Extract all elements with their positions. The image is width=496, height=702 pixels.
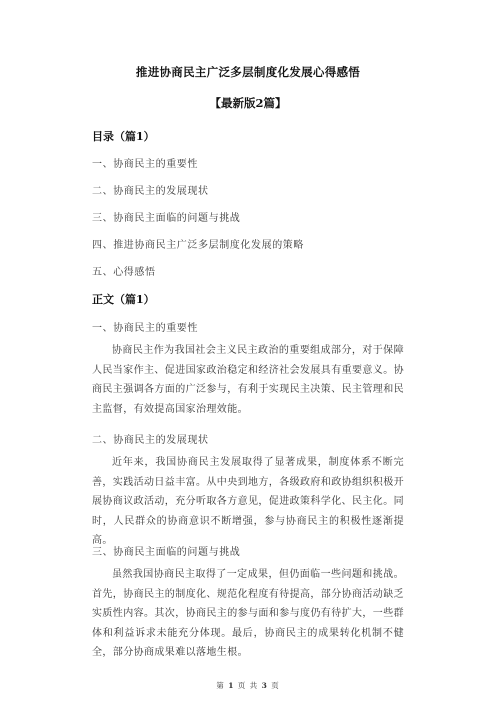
footer-prefix: 第 — [216, 681, 225, 690]
footer-middle: 页 共 — [237, 681, 259, 690]
page-footer — [0, 680, 496, 691]
footer-total-pages: 3 — [261, 681, 268, 690]
toc-item: 二、协商民主的发展现状 — [92, 186, 209, 197]
document-subtitle: 【最新版2篇】 — [209, 96, 287, 110]
document-title: 推进协商民主广泛多层制度化发展心得感悟 — [135, 65, 361, 79]
section-heading: 二、协商民主的发展现状 — [92, 435, 209, 446]
toc-item: 一、协商民主的重要性 — [92, 159, 198, 170]
section-heading: 一、协商民主的重要性 — [92, 323, 198, 334]
toc-item: 五、心得感悟 — [92, 267, 156, 278]
section-heading: 三、协商民主面临的问题与挑战 — [92, 547, 241, 558]
section-paragraph: 虽然我国协商民主取得了一定成果，但仍面临一些问题和挑战。首先，协商民主的制度化、规范化程度有待提高，部分协商活动缺乏实质性内容。其次，协商民主的参与面和参与度仍有待扩大，一些群体和利益诉求未能充分体现。最后，协商民主的成果转化机制不健全，部分协商成果难以落地生根。 — [92, 569, 404, 658]
section-paragraph: 协商民主作为我国社会主义民主政治的重要组成部分，对于保障人民当家作主、促进国家政治稳定和经济社会发展具有重要意义。协商民主强调各方面的广泛参与，有利于实现民主决策、民主管理和民主监督，有效提高国家治理效能。 — [92, 345, 404, 415]
toc-item: 四、推进协商民主广泛多层制度化发展的策略 — [92, 240, 304, 251]
footer-suffix: 页 — [271, 681, 280, 690]
toc-item: 三、协商民主面临的问题与挑战 — [92, 213, 241, 224]
toc-heading: 目录（篇1） — [92, 130, 155, 143]
body-heading: 正文（篇1） — [92, 293, 155, 306]
section-paragraph: 近年来，我国协商民主发展取得了显著成果，制度体系不断完善，实践活动日益丰富。从中央到地方，各级政府和政协组织积极开展协商议政活动，充分听取各方意见，促进政策科学化、民主化。同时，人民群众的协商意识不断增强，参与协商民主的积极性逐渐提高。 — [92, 457, 404, 546]
footer-page-number: 1 — [228, 681, 235, 690]
